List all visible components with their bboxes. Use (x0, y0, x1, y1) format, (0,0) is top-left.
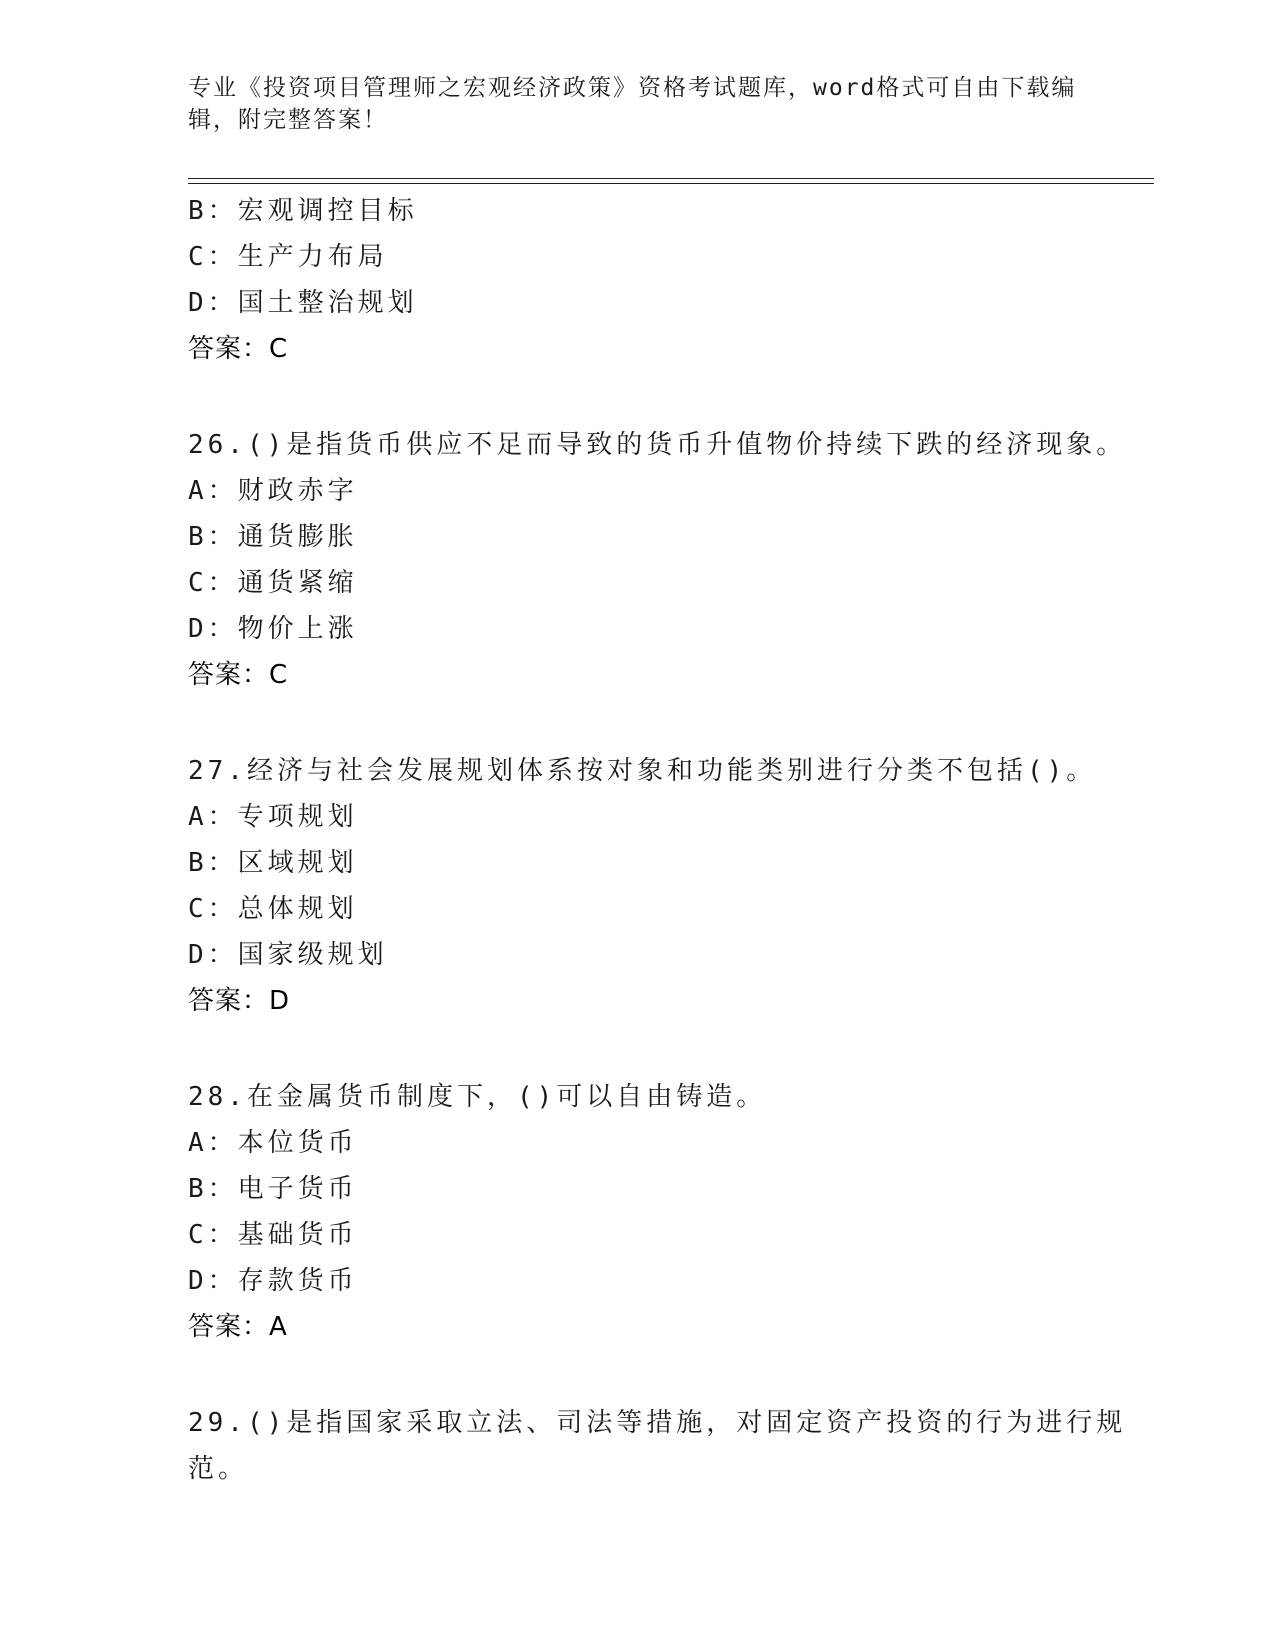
question-stem-line-2: 范。 (188, 1454, 249, 1484)
question-25-continuation (188, 188, 1088, 372)
option-b: B：宏观调控目标 (188, 196, 418, 226)
answer-line: 答案：D (188, 986, 291, 1016)
option-a: A：财政赤字 (188, 476, 358, 506)
header-line-1: 专业《投资项目管理师之宏观经济政策》资格考试题库，word格式可自由下载编 (188, 75, 1077, 101)
answer-line: 答案：A (188, 1312, 288, 1342)
question-27 (188, 748, 1097, 1024)
option-d: D：国家级规划 (188, 940, 388, 970)
option-b: B：电子货币 (188, 1174, 358, 1204)
document-header (188, 72, 1088, 136)
option-b: B：通货膨胀 (188, 522, 358, 552)
answer-line: 答案：C (188, 334, 289, 364)
header-divider-bottom (188, 183, 1154, 184)
option-a: A：本位货币 (188, 1128, 358, 1158)
question-stem-line-1: 29.()是指国家采取立法、司法等措施，对固定资产投资的行为进行规 (188, 1408, 1127, 1438)
question-29 (188, 1400, 1127, 1492)
option-d: D：国土整治规划 (188, 288, 418, 318)
option-b: B：区域规划 (188, 848, 358, 878)
question-stem: 28.在金属货币制度下，()可以自由铸造。 (188, 1082, 767, 1112)
option-d: D：存款货币 (188, 1266, 358, 1296)
header-line-2: 辑，附完整答案！ (188, 107, 388, 133)
option-a: A：专项规划 (188, 802, 358, 832)
header-divider-top (188, 178, 1154, 179)
option-c: C：基础货币 (188, 1220, 358, 1250)
option-c: C：总体规划 (188, 894, 358, 924)
question-26 (188, 422, 1127, 698)
option-d: D：物价上涨 (188, 614, 358, 644)
option-c: C：生产力布局 (188, 242, 388, 272)
question-list (188, 188, 1127, 1492)
option-c: C：通货紧缩 (188, 568, 358, 598)
question-stem: 27.经济与社会发展规划体系按对象和功能类别进行分类不包括()。 (188, 756, 1097, 786)
question-28 (188, 1074, 1088, 1350)
question-stem: 26.()是指货币供应不足而导致的货币升值物价持续下跌的经济现象。 (188, 430, 1127, 460)
answer-line: 答案：C (188, 660, 289, 690)
